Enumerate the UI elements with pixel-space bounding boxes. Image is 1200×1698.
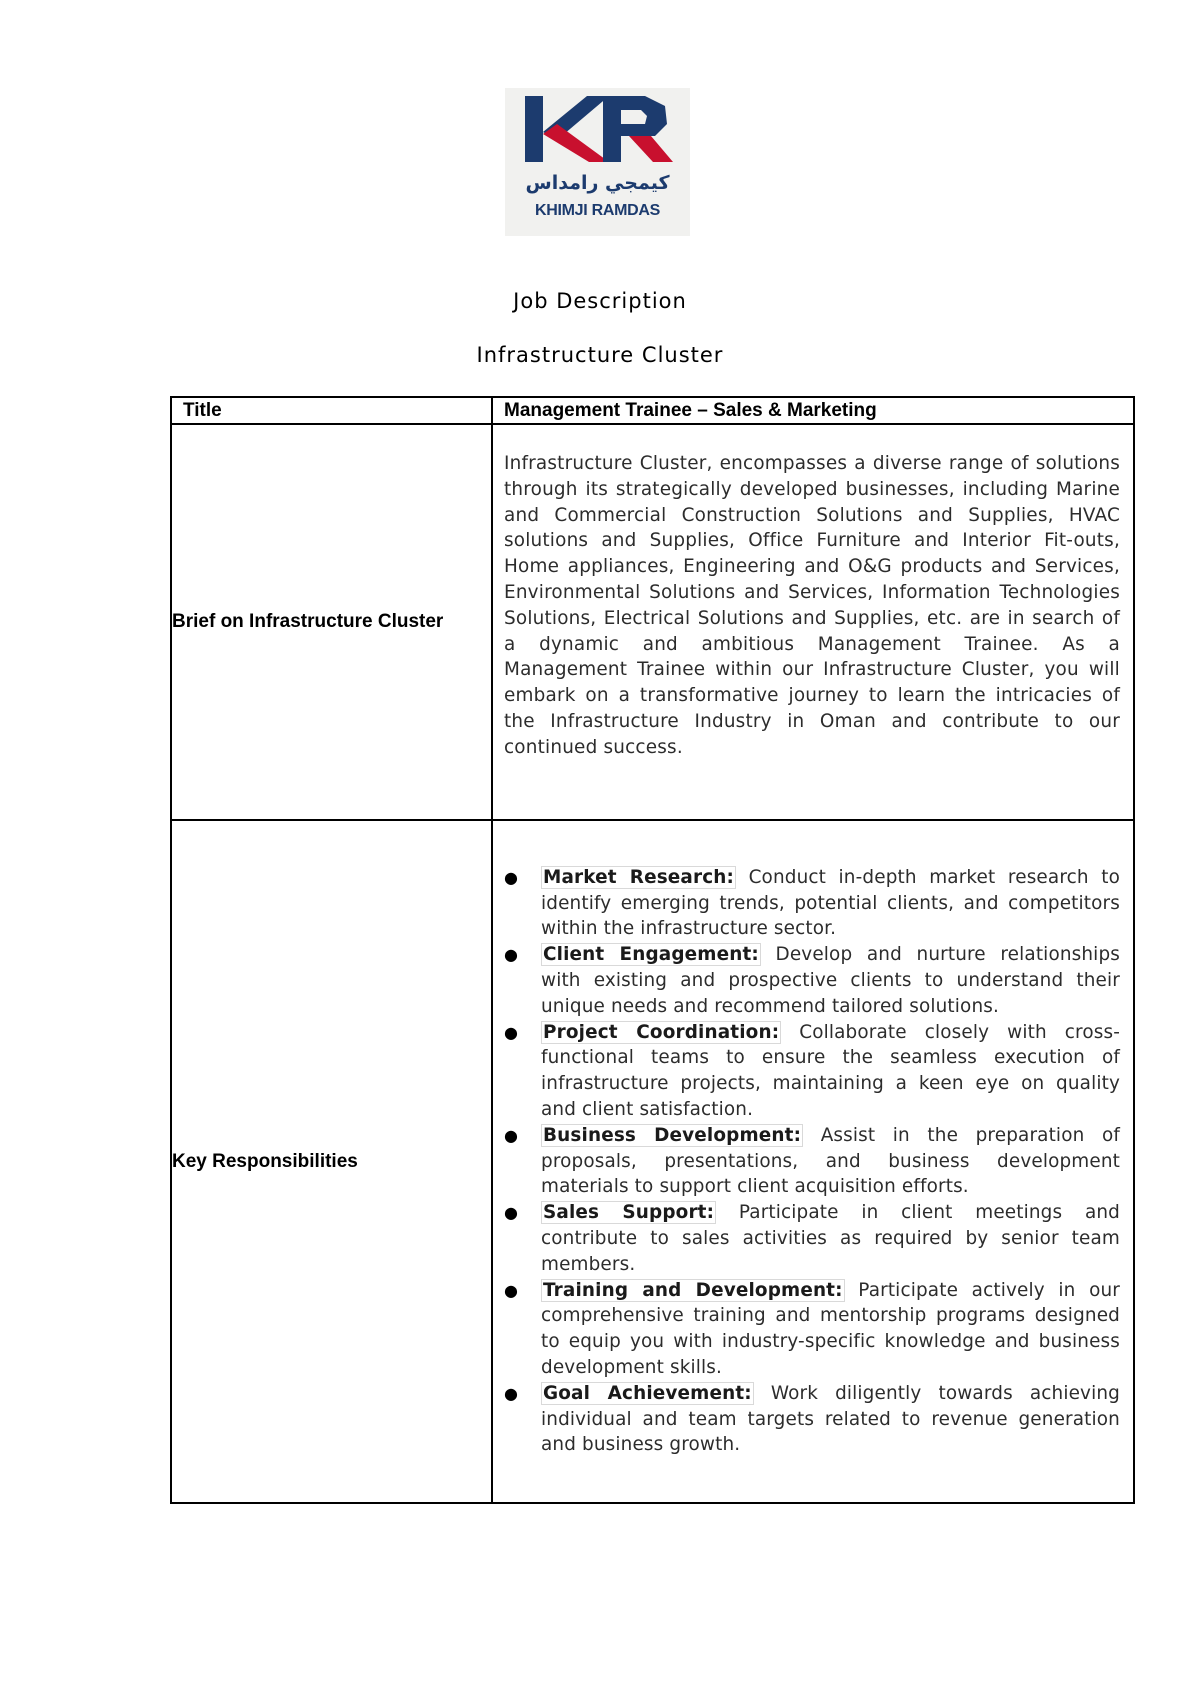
- responsibility-term: Training and Development:: [543, 1279, 843, 1301]
- job-description-table: [170, 396, 1135, 1504]
- list-item: [504, 1200, 1120, 1277]
- bullet-icon: ●: [504, 1203, 519, 1223]
- brief-cell: [492, 424, 1134, 820]
- bullet-icon: ●: [504, 1280, 519, 1300]
- title-label: Title: [171, 397, 492, 424]
- responsibility-term: Goal Achievement:: [543, 1382, 752, 1404]
- responsibility-text: Participate actively in our comprehensive training and mentorship programs designed to equip you with industry-specific knowledge and business development skills.: [541, 1279, 1121, 1378]
- list-item: [504, 1381, 1120, 1458]
- table-row-brief: [171, 424, 1134, 820]
- responsibilities-list: [493, 865, 1133, 1458]
- responsibility-text: Develop and nurture relationships with existing and prospective clients to understand their unique needs and recommend tailored solutions.: [541, 944, 1121, 1017]
- list-item: [504, 1020, 1120, 1123]
- logo-arabic-name: كيمجي رامداس: [525, 172, 670, 194]
- brief-label: Brief on Infrastructure Cluster: [171, 424, 492, 820]
- title-value: Management Trainee – Sales & Marketing: [492, 397, 1134, 424]
- bullet-icon: ●: [504, 867, 519, 887]
- kr-logo-mark: [505, 88, 690, 168]
- table-row-title: [171, 397, 1134, 424]
- responsibility-text: Assist in the preparation of proposals, presentations, and business development materials to support client acquisition efforts.: [541, 1124, 1120, 1198]
- document-subtitle: Infrastructure Cluster: [476, 343, 724, 367]
- document-title: Job Description: [513, 289, 687, 313]
- responsibility-text: Participate in client meetings and contribute to sales activities as required by senior team members.: [541, 1202, 1120, 1275]
- responsibility-term: Business Development:: [543, 1124, 802, 1146]
- responsibility-term: Client Engagement:: [543, 944, 759, 966]
- responsibility-text: Collaborate closely with cross-functional teams to ensure the seamless execution of infrastructure projects, maintaining a keen eye on quality and client satisfaction.: [541, 1021, 1120, 1120]
- responsibility-text: Conduct in-depth market research to identify emerging trends, potential clients, and competitors within the infrastructure sector.: [541, 866, 1120, 940]
- responsibility-term: Market Research:: [543, 866, 735, 888]
- bullet-icon: ●: [504, 1125, 519, 1145]
- responsibility-term: Project Coordination:: [543, 1021, 780, 1043]
- responsibilities-label: Key Responsibilities: [171, 820, 492, 1503]
- responsibility-text: Work diligently towards achieving individual and team targets related to revenue generation and business growth.: [541, 1382, 1120, 1456]
- bullet-icon: ●: [504, 1383, 519, 1403]
- bullet-icon: ●: [504, 1022, 519, 1042]
- list-item: [504, 1278, 1120, 1381]
- list-item: [504, 1123, 1120, 1200]
- company-logo: [505, 88, 690, 236]
- responsibilities-cell: [492, 820, 1134, 1503]
- table-row-responsibilities: [171, 820, 1134, 1503]
- bullet-icon: ●: [504, 945, 519, 965]
- list-item: [504, 942, 1120, 1019]
- responsibility-term: Sales Support:: [543, 1202, 715, 1224]
- brief-text: Infrastructure Cluster, encompasses a diverse range of solutions through its strategically developed businesses, including Marine and Commercial Construction Solutions and Supplies, HVAC solutions and Supplies, Office Furniture and Interior Fit-outs, Home appliances, Engineering and O&G products and Services, Environmental Solutions and Services, Information Technologies Solutions, Electrical Solutions and Supplies, etc. are in search of a dynamic and ambitious Management Trainee. As a Management Trainee within our Infrastructure Cluster, you will embark on a transformative journey to learn the intricacies of the Infrastructure Industry in Oman and contribute to our continued success.: [504, 453, 1120, 758]
- list-item: [504, 865, 1120, 942]
- logo-latin-name: KHIMJI RAMDAS: [535, 202, 660, 219]
